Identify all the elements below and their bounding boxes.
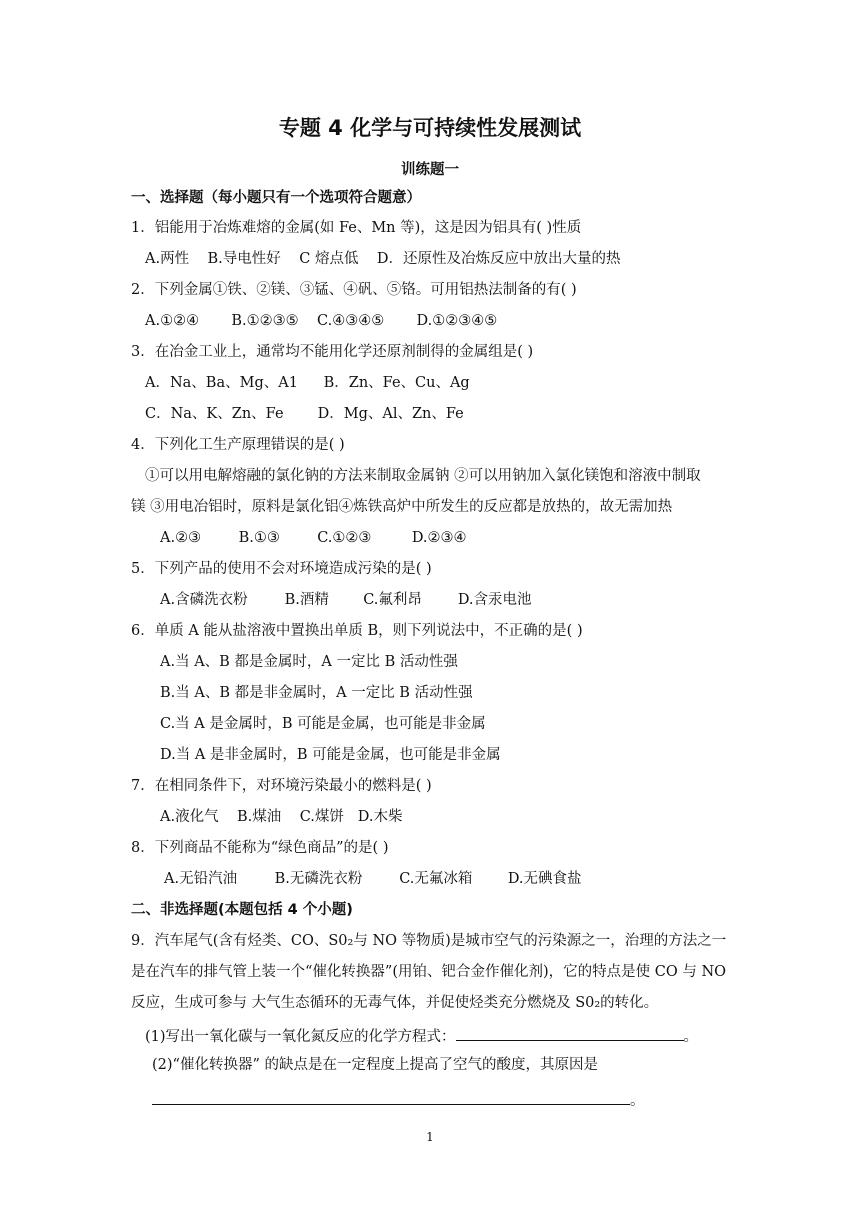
page-number: 1: [426, 1130, 434, 1144]
option-c: C．Na、K、Zn、Fe: [145, 406, 284, 422]
question-7-stem: 7．在相同条件下，对环境污染最小的燃料是( ): [131, 778, 432, 794]
question-5-stem: 5．下列产品的使用不会对环境造成污染的是( ): [131, 561, 432, 577]
question-3-options-row2: [145, 404, 464, 424]
question-7-options: [160, 807, 402, 827]
question-9-part2-end: 。: [630, 1093, 645, 1109]
option-b: B.酒精: [284, 592, 329, 608]
question-6-option-b: B.当 A、B 都是非金属时，A 一定比 B 活动性强: [160, 685, 473, 701]
document-subtitle: 训练题一: [401, 162, 459, 178]
question-2-stem: 2．下列金属①铁、②镁、③锰、④矾、⑤铬。可用铝热法制备的有( ): [131, 282, 577, 298]
question-6-option-c: C.当 A 是金属时，B 可能是金属，也可能是非金属: [160, 716, 486, 732]
question-9-part1: [145, 1024, 698, 1047]
option-d: D.①②③④⑤: [416, 313, 498, 329]
section-heading-choice: 一、选择题（每小题只有一个选项符合题意）: [131, 190, 421, 206]
option-d: D．还原性及冶炼反应中放出大量的热: [376, 251, 621, 267]
option-a: A.无铅汽油: [164, 871, 238, 887]
option-d: D．Mg、Al、Zn、Fe: [317, 406, 464, 422]
question-9-line3: 反应，生成可参与 大气生态循环的无毒气体，并促使烃类充分燃烧及 S0₂的转化。: [131, 995, 659, 1011]
answer-blank-reason[interactable]: [152, 1088, 630, 1105]
question-8-options: [164, 869, 582, 889]
question-6-option-a: A.当 A、B 都是金属时，A 一定比 B 活动性强: [160, 654, 458, 670]
question-8-stem: 8．下列商品不能称为“绿色商品”的是( ): [131, 840, 389, 856]
option-a: A.两性: [145, 251, 190, 267]
question-9-line1: 9．汽车尾气(含有烃类、CO、S0₂与 NO 等物质)是城市空气的污染源之一，治理的方法之一: [131, 933, 727, 949]
section-heading-nonchoice: 二、非选择题(本题包括 4 个小题): [131, 902, 353, 918]
option-b: B．Zn、Fe、Cu、Ag: [323, 375, 470, 391]
question-6-option-d: D.当 A 是非金属时，B 可能是金属，也可能是非金属: [160, 747, 501, 763]
option-d: D.木柴: [357, 809, 403, 825]
option-c: C.无氟冰箱: [399, 871, 473, 887]
option-d: D.②③④: [411, 530, 467, 546]
question-9-line2: 是在汽车的排气管上装一个“催化转换器”(用铂、钯合金作催化剂)，它的特点是使 CO 与 NO: [131, 964, 727, 980]
option-c: C.④③④⑤: [317, 313, 385, 329]
option-c: C 熔点低: [299, 251, 359, 267]
option-a: A.液化气: [160, 809, 219, 825]
question-4-statement-line2: 镁 ③用电冶铝时，原料是氯化铝④炼铁高炉中所发生的反应都是放热的，故无需加热: [131, 499, 673, 515]
question-5-options: [160, 590, 532, 610]
option-a: A.含磷洗衣粉: [160, 592, 248, 608]
question-4-statement-line1: ①可以用电解熔融的氯化钠的方法来制取金属钠 ②可以用钠加入氯化镁饱和溶液中制取: [145, 468, 701, 484]
option-d: D.含汞电池: [457, 592, 532, 608]
question-9-part2-answer: [152, 1088, 645, 1111]
option-a: A.②③: [160, 530, 202, 546]
question-4-options: [160, 528, 467, 548]
question-9-part1-end: 。: [683, 1029, 699, 1045]
option-b: B.①②③⑤: [231, 313, 299, 329]
option-c: C.氟利昂: [363, 592, 422, 608]
option-d: D.无碘食盐: [507, 871, 582, 887]
question-4-stem: 4．下列化工生产原理错误的是( ): [131, 437, 345, 453]
question-3-options-row1: [145, 373, 470, 393]
option-b: B.无磷洗衣粉: [274, 871, 363, 887]
question-2-options: [145, 311, 497, 331]
question-9-part1-text: (1)写出一氧化碳与一氧化氮反应的化学方程式：: [145, 1029, 456, 1045]
option-b: B.煤油: [237, 809, 282, 825]
question-6-stem: 6．单质 A 能从盐溶液中置换出单质 B，则下列说法中，不正确的是( ): [131, 623, 583, 639]
document-title: 专题 4 化学与可持续性发展测试: [278, 116, 582, 140]
option-a: A.①②④: [145, 313, 200, 329]
question-3-stem: 3．在冶金工业上，通常均不能用化学还原剂制得的金属组是( ): [131, 344, 534, 360]
option-c: C.煤饼: [299, 809, 344, 825]
answer-blank-equation[interactable]: [456, 1024, 684, 1041]
option-c: C.①②③: [317, 530, 372, 546]
option-b: B.①③: [238, 530, 280, 546]
question-9-part2: (2)“催化转换器” 的缺点是在一定程度上提高了空气的酸度，其原因是: [152, 1057, 598, 1073]
option-b: B.导电性好: [207, 251, 281, 267]
question-1-options: [145, 249, 621, 269]
question-1-stem: 1．铝能用于冶炼难熔的金属(如 Fe、Mn 等)，这是因为铝具有( )性质: [131, 220, 582, 236]
option-a: A．Na、Ba、Mg、A1: [145, 375, 298, 391]
